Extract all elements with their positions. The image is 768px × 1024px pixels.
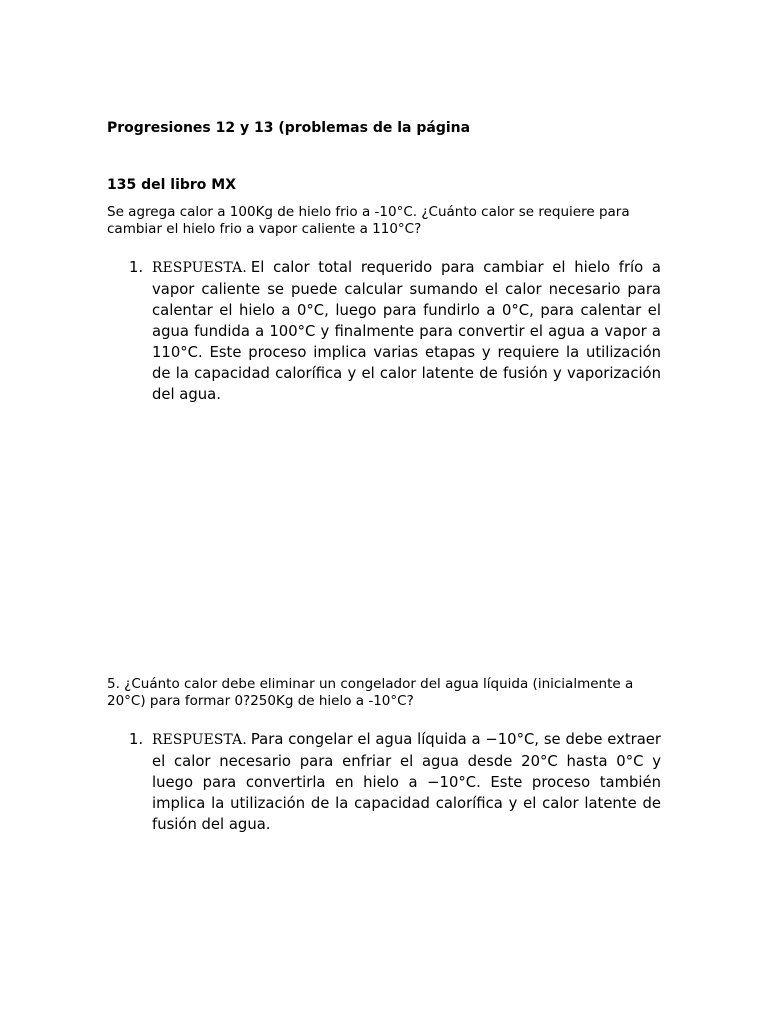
question-1-text: Se agrega calor a 100Kg de hielo frio a -10°C. ¿Cuánto calor se requiere para cambiar el hielo frio a vapor caliente a 110°C?	[107, 204, 630, 237]
answer-2-body	[152, 729, 661, 835]
question-2-text: 5. ¿Cuánto calor debe eliminar un congelador del agua líquida (inicialmente a 20°C) para formar 0?250Kg de hielo a -10°C?	[107, 676, 634, 709]
answer-1-list-item	[107, 257, 661, 405]
document-heading-line-2: 135 del libro MX	[107, 177, 237, 193]
answer-2-number: 1.	[129, 731, 144, 748]
document-heading-line-1: Progresiones 12 y 13 (problemas de la página	[107, 120, 471, 136]
answer-2-text: Para congelar el agua líquida a −10°C, se debe extraer el calor necesario para enfriar el agua desde 20°C hasta 0°C y luego para convertirla en hielo a −10°C. Este proceso también implica la utilización de la capacidad calorífica y el calor latente de fusión del agua.	[152, 731, 661, 833]
answer-2-list-item	[107, 729, 661, 835]
answer-1-label: RESPUESTA.	[152, 260, 247, 276]
answer-2-label: RESPUESTA.	[152, 732, 247, 748]
answer-1-number: 1.	[129, 259, 144, 276]
answer-1-text: El calor total requerido para cambiar el hielo frío a vapor caliente se puede calcular sumando el calor necesario para calentar el hielo a 0°C, luego para fundirlo a 0°C, para calentar el agua fundida a 100°C y finalmente para convertir el agua a vapor a 110°C. Este proceso implica varias etapas y requiere la utilización de la capacidad calorífica y el calor latente de fusión y vaporización del agua.	[152, 259, 661, 403]
answer-1-body	[152, 257, 661, 405]
